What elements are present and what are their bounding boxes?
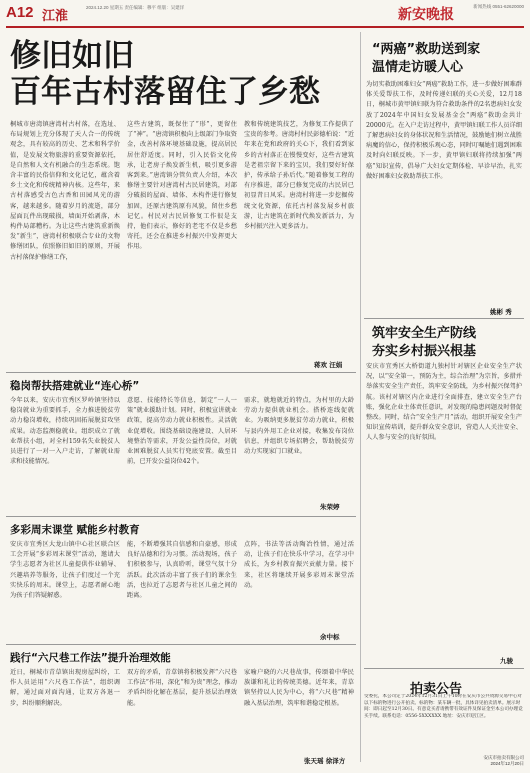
auction-date: 2024年12月20日 bbox=[490, 761, 524, 766]
article-divider-2 bbox=[6, 516, 356, 517]
article-2-title: 稳岗帮扶搭建就业“连心桥” bbox=[10, 380, 140, 392]
right-mid-title-2: 夯实乡村振兴根基 bbox=[372, 344, 477, 359]
headline-line-2: 百年古村落留住了乡愁 bbox=[10, 74, 320, 110]
masthead-logo: 新安晚报 bbox=[398, 7, 454, 23]
issue-meta: 2024.12.20 星期五 责任编辑：穆平 组版：吴建洋 bbox=[86, 5, 185, 10]
header-rule bbox=[6, 26, 524, 28]
main-article-col-2: 这些古建筑，既保住了“形”，更留住了“神”。“唐湾镇积极向上级部门争取资金，改善村落环境基础设施，提高居民居住舒适度。同时，引入民俗文化传承，让老房子焕发新生机，吸引更多游客到来。”唐湾镇分管负责人介绍，本次修缮主要针对唐湾村古民居建筑，对部分破损的屋面、墙体、木构件进行修复加固，还原古建筑原有风貌，留住乡愁记忆。村民对古民居修复工作很是支持，他们表示，修好的老宅不仅是乡愁寄托，还会在推进乡村振兴中发挥更大作用。 bbox=[127, 121, 237, 251]
main-article-col-3: 教和传统建筑技艺，为修复工作提供了宝贵的参考。唐湾村村民彭德柏说：“近年来在党和政府的关心下，我们看到家乡的古村落正在慢慢变好，这些古建筑是老祖宗留下来的宝贝，我们要好好保护，传承给子孙后代。”随着修复工程的有序推进，部分已修复完成的古民居已初显昔日风采。唐湾村将进一步挖掘传统文化资源，依托古村落发展乡村旅游，让古建筑在新时代焕发新活力，为乡村振兴注入更多活力。 bbox=[244, 121, 354, 231]
page-number: A12 bbox=[6, 4, 34, 21]
headline-line-1: 修旧如旧 bbox=[10, 38, 134, 74]
page-header bbox=[6, 4, 524, 24]
article-4-col-1: 近日，桐城市青草镇出现房屋纠纷，工作人员运用“六尺巷工作法”，组织调解，通过面对面沟通，让双方各退一步，纠纷顺利解决。 bbox=[10, 669, 120, 707]
article-3-col-2: 能，不断增强其自信感和自豪感，形成良好品德和行为习惯。活动现场，孩子们积极参与，认真聆听，课堂气氛十分活跃。此次活动丰富了孩子们的课余生活，也拉近了志愿者与社区儿童之间的距离。 bbox=[127, 541, 237, 600]
article-4-col-2: 双方的矛盾，青草镇将积极发挥“六尺巷工作法”作用，深化“和为贵”理念，推动矛盾纠纷化解在基层，提升基层治理效能。 bbox=[127, 669, 237, 707]
article-4-col-3: 家喻户晓的六尺巷故事，传颂着中华民族谦和礼让的传统美德。近年来，青草镇坚持以人民为中心，将“六尺巷”精神融入基层治理，筑牢和谐稳定根基。 bbox=[244, 669, 354, 707]
right-top-text: 为切实救助困难妇女“两癌”救助工作，进一步做好困难群体关爱帮扶工作，及时传递妇联的关心关爱，12月18日，桐城市黄甲镇妇联为符合救助条件的2名患病妇女发放了2024年中国妇女发展基金会“两癌”救助金共计20000元。在入户走访过程中，黄甲镇妇联工作人员详细了解患病妇女的身体状况和生活情况，鼓励她们树立战胜病魔的信心，保持积极乐观心态，同时叮嘱她们遇到困难及时向妇联反映。下一步，黄甲镇妇联将持续加强“两癌”知识宣传，倡导广大妇女定期体检、早诊早治，扎实做好困难妇女救助帮扶工作。 bbox=[366, 81, 522, 180]
right-mid-byline: 九骏 bbox=[500, 657, 513, 665]
article-4-byline: 张天瑶 徐泽方 bbox=[304, 757, 346, 765]
article-3-col-1: 安庆市宜秀区大龙山镇中心社区联合区工会开展“多彩周末课堂”活动，邀请大学生志愿者为社区儿童提供作业辅导、兴趣培养等服务，让孩子们度过一个充实快乐的周末。课堂上，志愿者耐心地为孩子们答疑解惑。 bbox=[10, 541, 120, 600]
news-hotline: 新闻热线 0551-62620000 bbox=[473, 4, 524, 9]
article-3-byline: 余中标 bbox=[320, 633, 340, 641]
auction-notice-text: 受委托，本公司定于2024年12月31日上午10时在安庆市公共资源交易中心对以下标的物进行公开拍卖。标的物：某车辆一批，具体详见拍卖清单。展示时间：即日起至12月30日。有意竞买者请携带有效证件及保证金至本公司办理竞买手续。联系电话：0556-5XXXXXX 地址：安庆市迎江区。 bbox=[364, 694, 523, 719]
column-divider bbox=[360, 32, 361, 762]
right-mid-title-1: 筑牢安全生产防线 bbox=[372, 326, 477, 341]
main-byline: 蒋欢 汪娟 bbox=[314, 361, 343, 369]
article-2-col-3: 需求，就地就近的特点，为村里的大龄劳动力提供就业机会。搭桥连线促就业。为吸纳更多脱贫劳动力就业，积极与县内外用工企业对接，收集发布岗位信息，并组织专场招聘会，帮助脱贫劳动力实现家门口就业。 bbox=[244, 397, 354, 456]
article-2-col-1: 今年以来，安庆市宜秀区罗岭镇坚持以稳岗就业为重要抓手，全力推进脱贫劳动力稳岗增收，持续巩固拓展脱贫攻坚成果。动态监测稳就业。组织成立了就业帮扶小组，对全村159名失业脱贫人员进行了一对一入户走访，了解就业需求和技能情况。 bbox=[10, 397, 120, 466]
right-divider-2 bbox=[364, 668, 524, 669]
article-divider-3 bbox=[6, 644, 356, 645]
right-top-byline: 姚彬 秀 bbox=[490, 308, 512, 316]
main-headline bbox=[10, 38, 360, 110]
article-3-col-3: 点阵，书法等活动陶冶性情，通过活动，让孩子们在快乐中学习，在学习中成长，为乡村教育振兴贡献力量。接下来，社区将继续开展多彩周末课堂活动。 bbox=[244, 541, 354, 589]
right-divider-1 bbox=[364, 318, 524, 319]
right-top-title-1: “两癌”救助送到家 bbox=[372, 42, 481, 57]
main-article-col-1: 桐城市唐湾镇唐湾村古村落，在选址、布局规划上充分体现了天人合一的传统观念，具有较高的历史、艺术和科学价值，是发展文物旅游的重要资源依托，是自然和人文有机融合的生态系统。饱含丰富的民俗信仰和文化记忆，蕴含着乡土文化和传统精神内核。这些年，来古村落感受古色古香和田园风光的游客，越来越多。随着岁月的流逝，部分屋面瓦件出现破损，墙面开始剥落，木构件局部糟朽。为让这些古建筑重新焕发“新生”，唐湾村积极联合专业的文物修缮团队，依照修旧如旧的原则，开展古村落保护修缮工作， bbox=[10, 121, 120, 261]
auction-notice-title: 拍卖公告 bbox=[410, 682, 463, 697]
auction-notice-footer bbox=[440, 755, 524, 767]
article-3-title: 多彩周末课堂 赋能乡村教育 bbox=[10, 524, 140, 536]
article-4-title: 践行“六尺巷工作法”提升治理效能 bbox=[10, 652, 171, 664]
section-name: 江淮 bbox=[42, 8, 69, 23]
article-divider-1 bbox=[6, 372, 356, 373]
right-top-title-2: 温情走访暖人心 bbox=[372, 60, 464, 75]
right-mid-text: 安庆市宜秀区大桥街道九独村针对辖区企业安全生产状况，以“安全第一，预防为主，综合治理”为宗旨，多措并举落实安全生产责任，筑牢安全防线，为乡村振兴保驾护航。该村对辖区内企业进行全面排查，建立安全生产台账，强化企业主体责任意识，对发现的隐患问题及时督促整改。同时，结合“安全生产月”活动，组织开展安全生产知识宣传培训，提升群众安全意识，营造人人关注安全、人人参与安全的良好氛围。 bbox=[366, 363, 522, 442]
article-2-byline: 朱荣婷 bbox=[320, 503, 340, 511]
article-2-col-2: 意愿、技能特长等信息，制定“一人一策”就业援助计划。同时，积极宣讲就业政策，提高劳动力就业积极性。灵活就业促增收。围绕基础设施建设、人居环境整治等需求，开发公益性岗位，对就业困难脱贫人员实行兜底安置。截至目前，已开发公益岗位42个。 bbox=[127, 397, 237, 466]
auction-company: 安庆市拍卖有限公司 bbox=[483, 755, 524, 760]
